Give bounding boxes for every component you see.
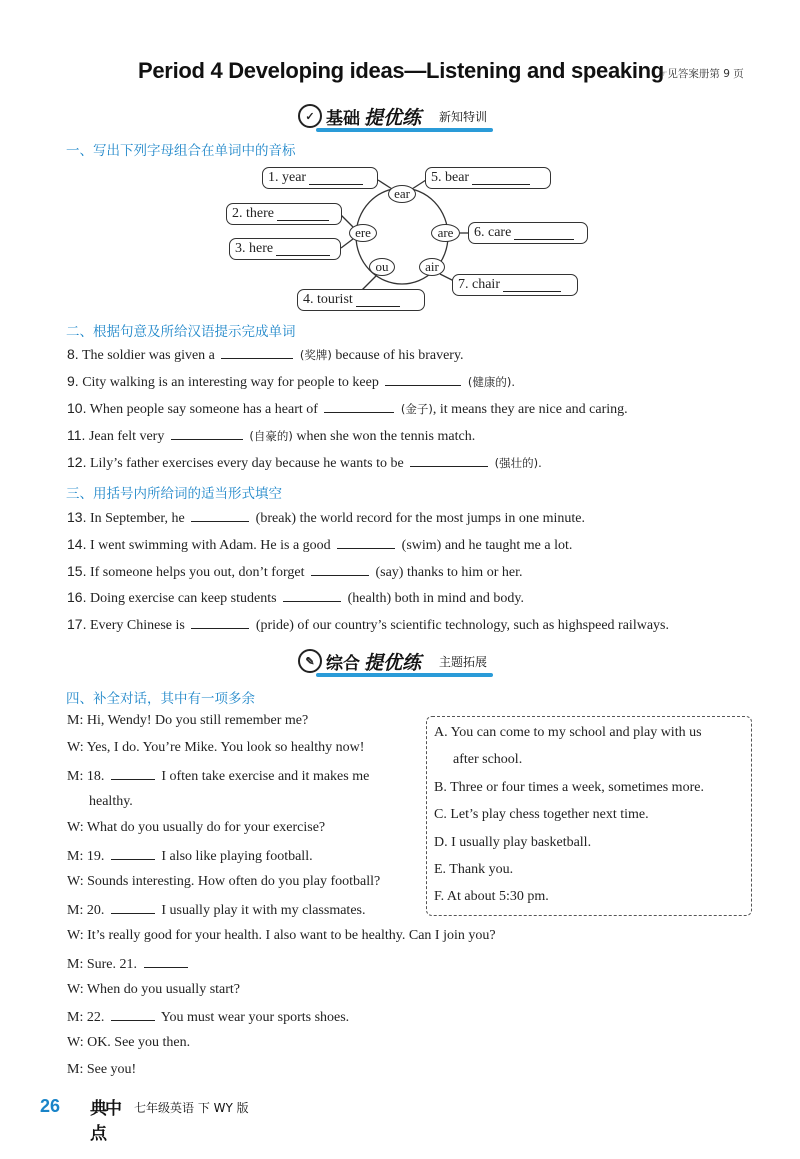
banner-basic-sub: 新知特训 [439,109,488,124]
dialog-line-8: W: It’s really good for your health. I also want to be healthy. Can I join you? [67,928,496,943]
answer-blank-2[interactable] [277,208,329,221]
combo-are: are [431,224,460,242]
question-15: 15. If someone helps you out, don’t forget (say) thanks to him or her. [67,563,523,580]
dialog-line-2: W: Yes, I do. You’re Mike. You look so healthy now! [67,740,365,755]
option-c: C. Let’s play chess together next time. [434,807,649,822]
dialog-line-3-cont: healthy. [89,794,133,809]
blank-8[interactable] [221,346,293,359]
dialog-line-13: M: See you! [67,1062,137,1077]
dialog-line-6: W: Sounds interesting. How often do you play football? [67,874,381,889]
blank-22[interactable] [111,1008,155,1021]
blank-13[interactable] [191,509,249,522]
word-4-label: 4. tourist [303,292,353,307]
combo-air: air [419,258,445,276]
blank-11[interactable] [171,427,243,440]
word-box-6 [468,222,588,244]
combo-ere: ere [349,224,377,242]
phonetic-diagram-lines [0,0,800,320]
banner-comp-part2: 提优练 [364,651,422,674]
question-8: 8. The soldier was given a (奖牌) because of his bravery. [67,346,464,363]
brand-logo: 典中点 [90,1099,120,1144]
option-e: E. Thank you. [434,862,514,877]
blank-12[interactable] [410,454,488,467]
page-number: 26 [40,1096,61,1116]
answer-blank-4[interactable] [356,294,400,307]
banner-comp-sub: 主题拓展 [439,654,488,669]
blank-14[interactable] [337,536,395,549]
banner-underline [316,673,493,677]
answer-reference: ☞见答案册第 9 页 [658,68,744,80]
blank-10[interactable] [324,400,394,413]
answer-blank-6[interactable] [514,227,574,240]
dialog-line-5: M: 19. I also like playing football. [67,849,313,864]
banner-comp-part1: 综合 [326,653,360,674]
word-7-label: 7. chair [458,277,500,292]
answer-blank-5[interactable] [472,172,530,185]
dialog-line-4: W: What do you usually do for your exercise? [67,820,326,835]
question-12: 12. Lily’s father exercises every day because he wants to be (强壮的). [67,454,542,471]
question-17: 17. Every Chinese is (pride) of our country’s scientific technology, such as highspeed railways. [67,616,669,633]
question-13: 13. In September, he (break) the world record for the most jumps in one minute. [67,509,585,526]
word-5-label: 5. bear [431,170,470,185]
question-9: 9. City walking is an interesting way for people to keep (健康的). [67,373,515,390]
blank-21[interactable] [144,955,188,968]
section4-title: 四、补全对话，其中有一项多余 [66,691,255,707]
option-a-cont: after school. [453,752,523,767]
dialog-line-3: M: 18. I often take exercise and it makes me [67,769,370,784]
blank-15[interactable] [311,563,369,576]
combo-ear: ear [388,185,416,203]
question-11: 11. Jean felt very (自豪的) when she won the tennis match. [67,427,476,444]
dialog-line-11: M: 22. You must wear your sports shoes. [67,1010,350,1025]
dialog-line-1: M: Hi, Wendy! Do you still remember me? [67,713,309,728]
option-d: D. I usually play basketball. [434,835,592,850]
word-3-label: 3. here [235,241,274,256]
word-box-4 [297,289,425,311]
blank-16[interactable] [283,589,341,602]
answer-blank-1[interactable] [309,172,363,185]
word-box-5 [425,167,551,189]
word-box-7 [452,274,578,296]
option-b: B. Three or four times a week, sometimes more. [434,780,704,795]
banner-basic-part2: 提优练 [364,106,422,129]
word-box-2 [226,203,342,225]
footer-book-title: 七年级英语 下 WY 版 [134,1101,249,1115]
dialog-line-10: W: When do you usually start? [67,982,241,997]
blank-19[interactable] [111,847,155,860]
blank-20[interactable] [111,901,155,914]
banner-comprehensive [298,647,487,675]
check-icon: ✓ [298,104,322,128]
pen-icon: ✎ [298,649,322,673]
option-a: A. You can come to my school and play with us [434,725,702,740]
dialog-line-9: M: Sure. 21. [67,955,191,973]
word-6-label: 6. care [474,225,512,240]
word-box-3 [229,238,341,260]
word-1-label: 1. year [268,170,307,185]
answer-blank-3[interactable] [276,243,330,256]
page-title: Period 4 Developing ideas—Listening and speaking [138,58,664,83]
section3-title: 三、用括号内所给词的适当形式填空 [66,486,282,502]
blank-18[interactable] [111,767,155,780]
option-f: F. At about 5:30 pm. [434,889,549,904]
question-16: 16. Doing exercise can keep students (health) both in mind and body. [67,589,524,606]
word-box-1 [262,167,378,189]
dialog-line-12: W: OK. See you then. [67,1035,191,1050]
blank-9[interactable] [385,373,461,386]
section1-title: 一、写出下列字母组合在单词中的音标 [66,143,296,159]
answer-blank-7[interactable] [503,279,561,292]
banner-basic-part1: 基础 [326,108,360,129]
section2-title: 二、根据句意及所给汉语提示完成单词 [66,324,296,340]
blank-17[interactable] [191,616,249,629]
combo-ou: ou [369,258,395,276]
word-2-label: 2. there [232,206,274,221]
question-10: 10. When people say someone has a heart of (金子), it means they are nice and caring. [67,400,628,417]
question-14: 14. I went swimming with Adam. He is a good (swim) and he taught me a lot. [67,536,573,553]
dialog-line-7: M: 20. I usually play it with my classmates. [67,903,366,918]
